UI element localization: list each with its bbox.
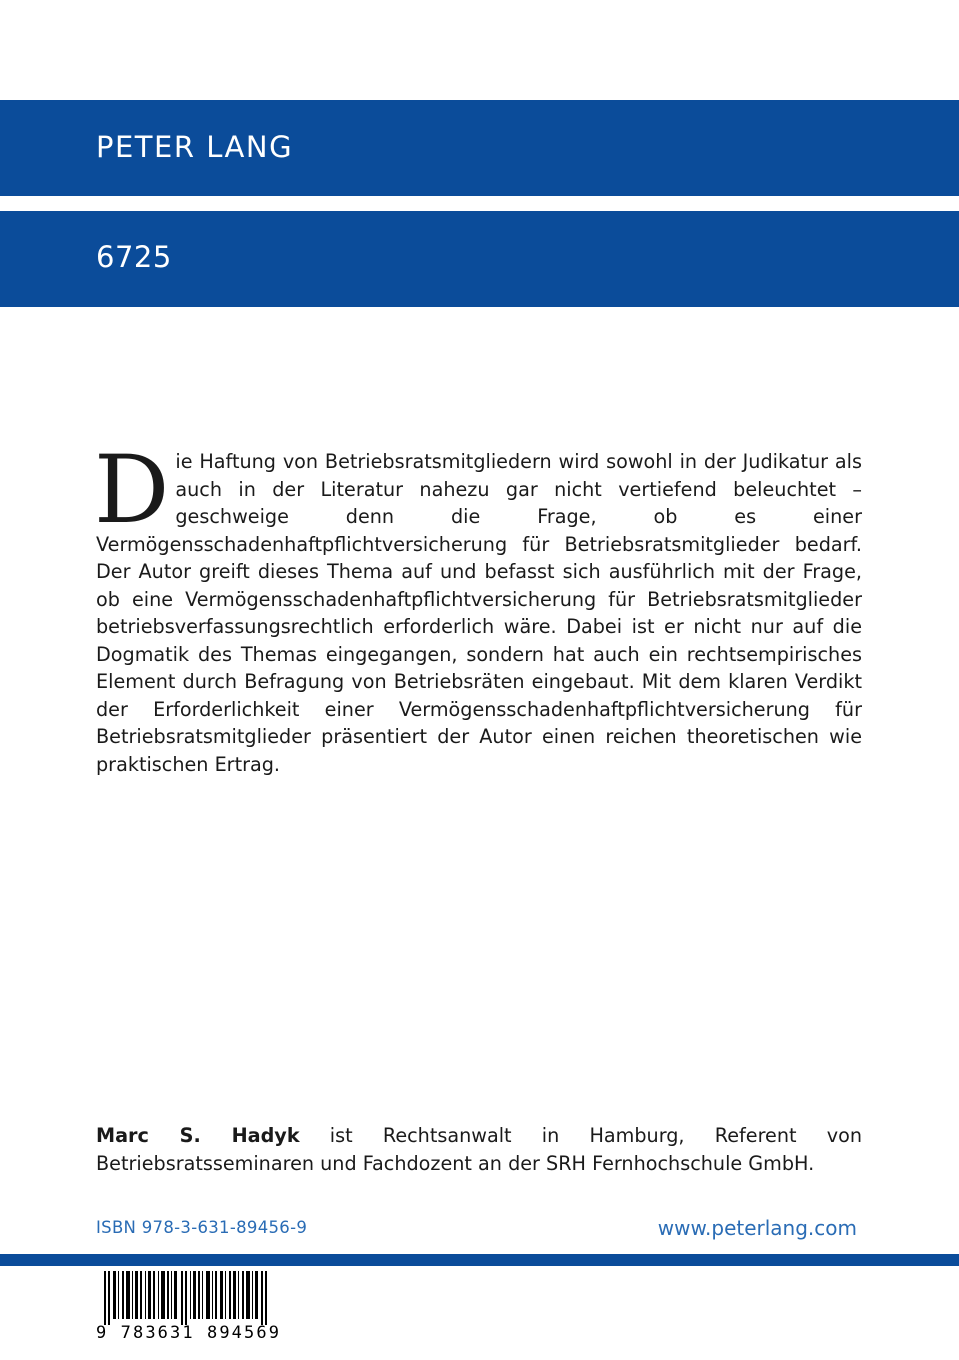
publisher-band [0,100,959,196]
barcode [96,1271,282,1351]
footer-rule [0,1254,959,1266]
publisher-name: PETER LANG [96,130,294,164]
series-band [0,211,959,307]
isbn-label: ISBN 978-3-631-89456-9 [96,1218,308,1237]
author-bio-text: ist Rechtsanwalt in Hamburg, Referent von Betriebsratsseminaren und Fachdozent an der SRH Fernhochschule GmbH. [96,1124,862,1175]
series-number: 6725 [96,240,172,274]
barcode-bars-icon [96,1271,282,1325]
author-bio [96,1122,862,1178]
publisher-url-link[interactable]: www.peterlang.com [657,1216,857,1240]
blurb-text [94,436,862,778]
blurb-body: ie Haftung von Betriebsratsmitgliedern wird sowohl in der Judikatur als auch in der Literatur nahezu gar nicht vertiefend beleuchtet – geschweige denn die Frage, ob es einer Vermögensschadenhaftpflichtversicherung für Betriebsratsmitglieder bedarf. Der Autor greift dieses Thema auf und befasst sich ausführlich mit der Frage, ob eine Vermögensschadenhaftpflichtversicherung für Betriebsratsmitglieder betriebsverfassungsrechtlich erforderlich wäre. Dabei ist er nicht nur auf die Dogmatik des Themas eingegangen, sondern hat auch ein rechtsempirisches Element durch Befragung von Betriebsräten eingebaut. Mit dem klaren Verdikt der Erforderlichkeit einer Vermögensschadenhaftpflichtversicherung für Betriebsratsmitglieder präsentiert der Autor einen reichen theoretischen wie praktischen Ertrag. [96,450,862,776]
barcode-digits: 9 783631 894569 [96,1323,282,1343]
drop-cap: D [94,436,170,545]
author-name: Marc S. Hadyk [96,1124,300,1147]
